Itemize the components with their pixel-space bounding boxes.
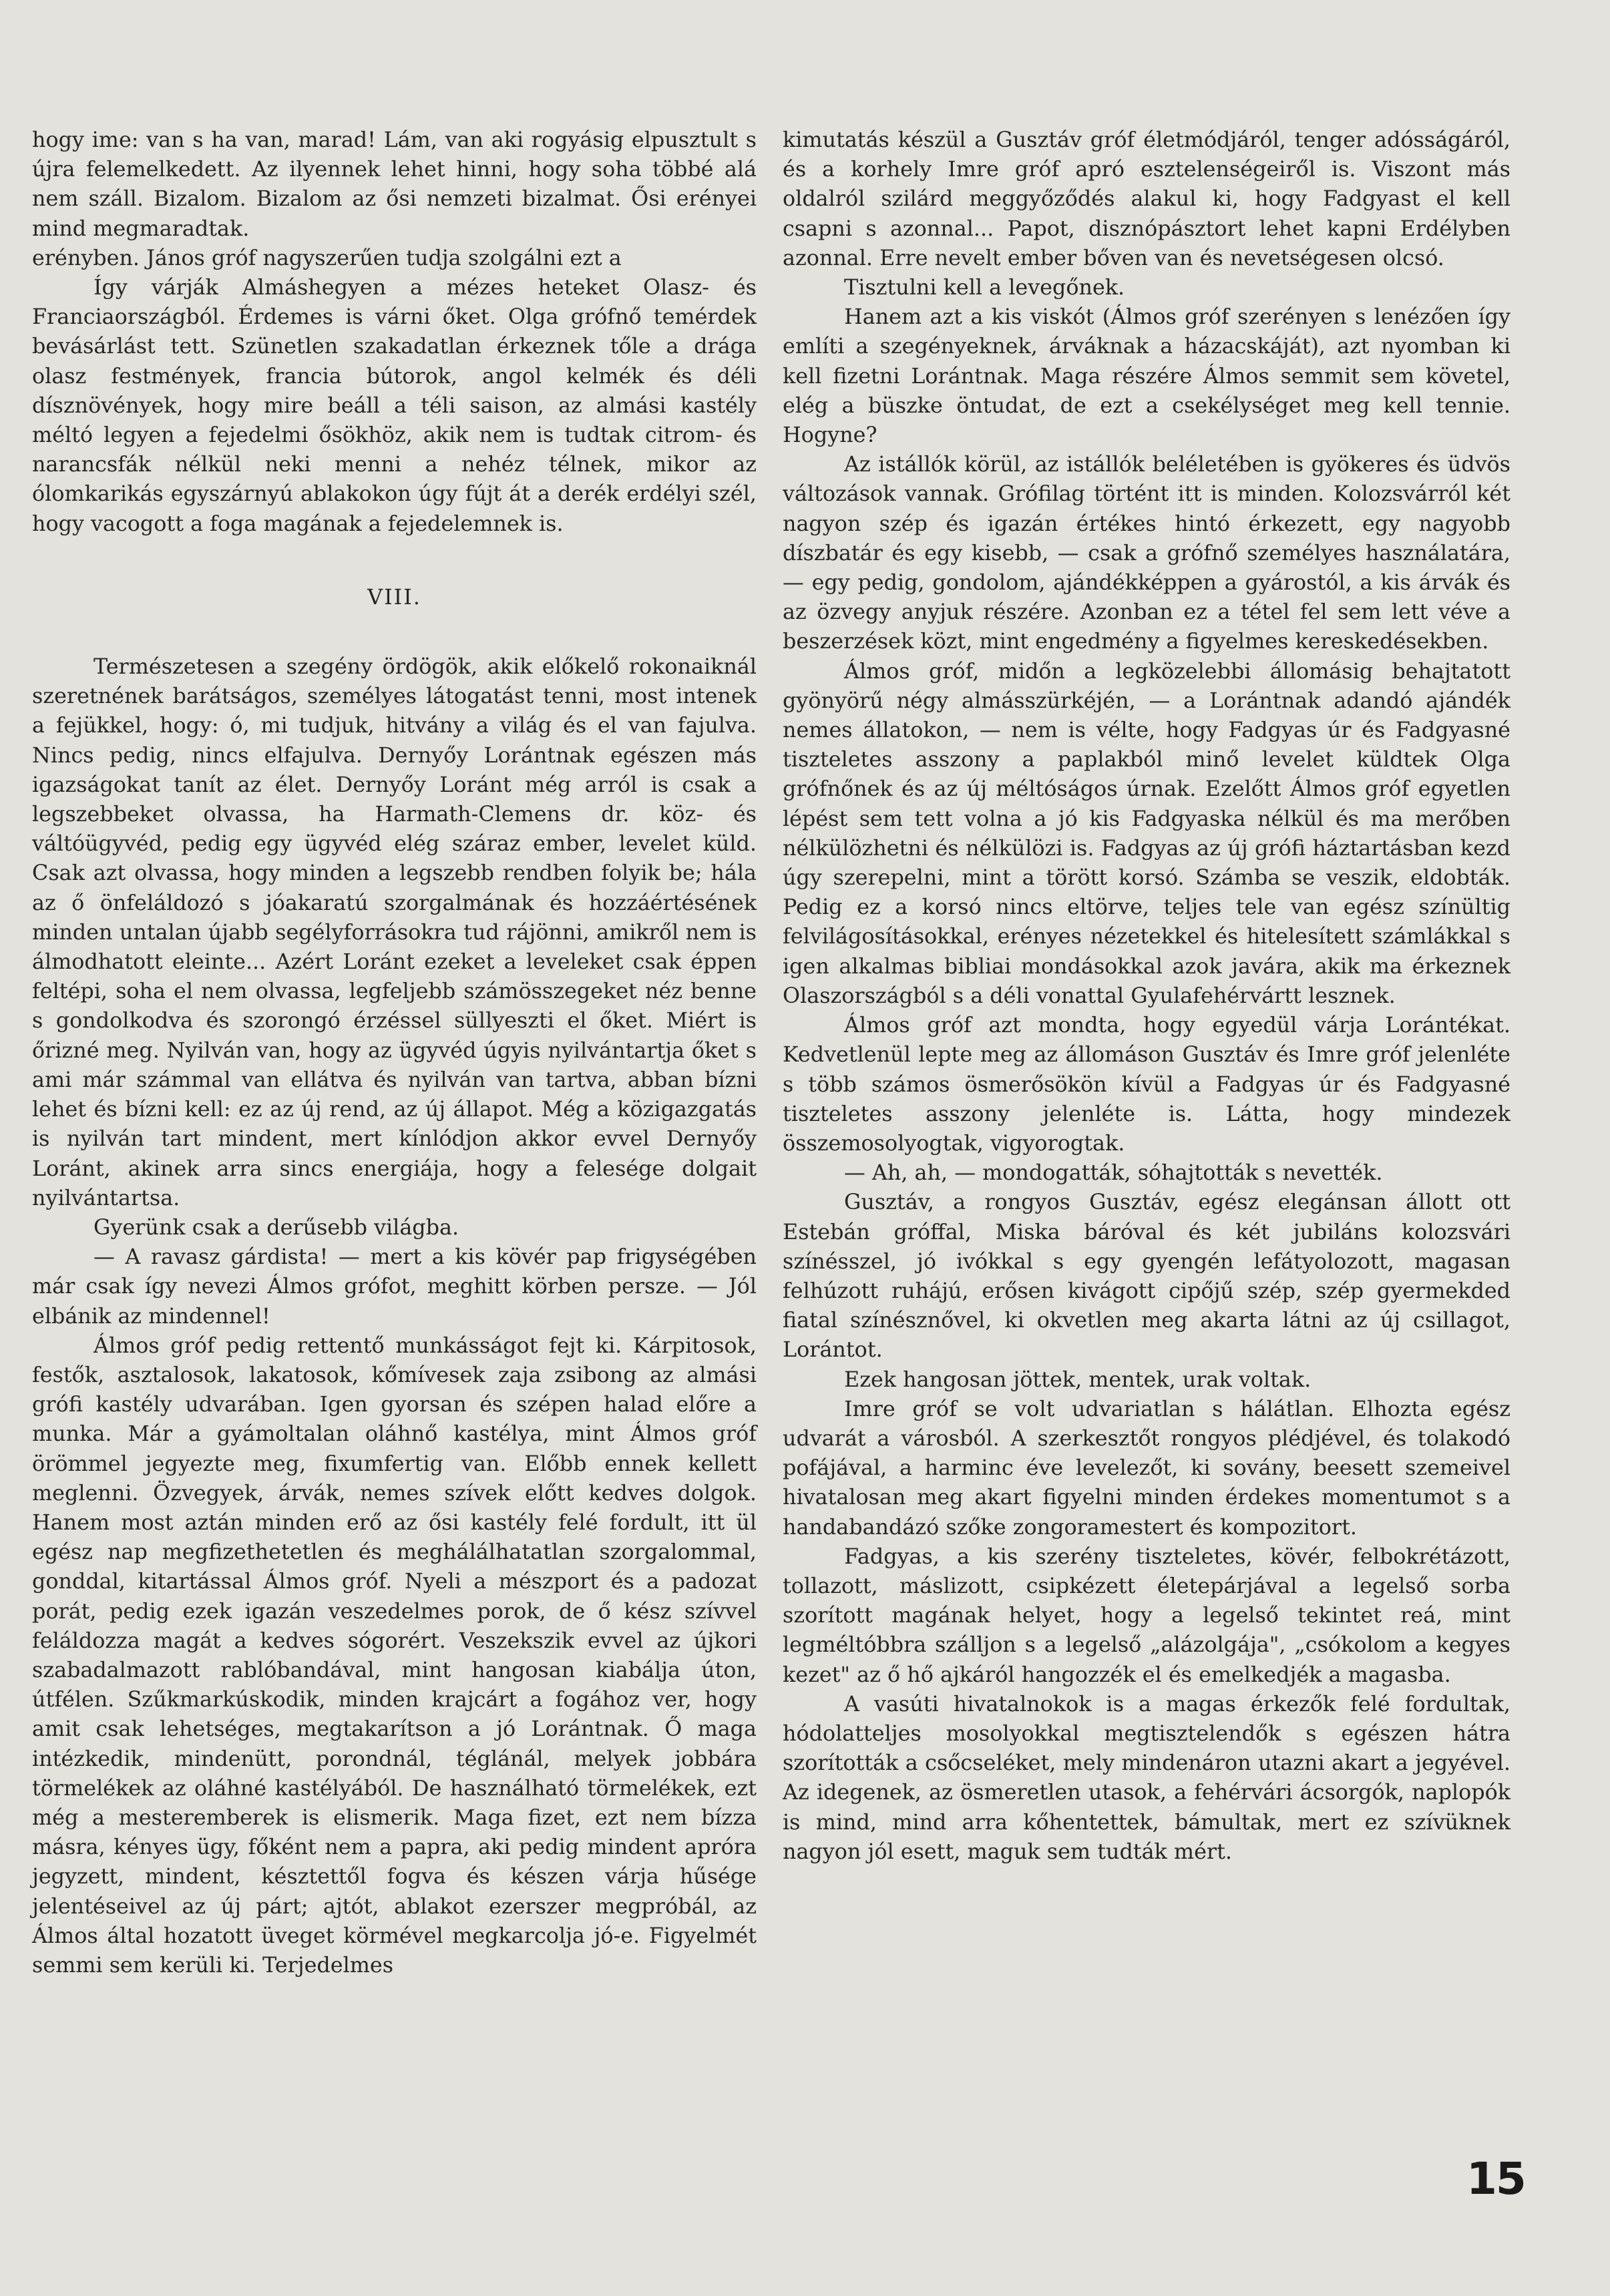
paragraph: Gusztáv, a rongyos Gusztáv, egész elegánsan állott ott Estebán gróffal, Miska báróval és két jubiláns kolozsvári színésszel, jó ivókkal s egy gyengén lefátyolozott, magasan felhúzott ruhájú, erősen kivágott cipőjű szép, szép gyermekded fiatal színésznővel, ki okvetlen meg akarta látni az új csillagot, Lorántot. bbox=[783, 1190, 1511, 1363]
paragraph: hogy ime: van s ha van, marad! Lám, van aki rogyásig elpusztult s újra felemelkedett. Az ilyennek lehet hinni, hogy soha többé alá nem száll. Bizalom. Bizalom az ősi nemzeti bizalmat. Ősi erényei mind megmaradtak. bbox=[32, 128, 757, 241]
paragraph: Álmos gróf azt mondta, hogy egyedül várja Lorántékat. Kedvetlenül lepte meg az állomáson Gusztáv és Imre gróf jelenléte s több számos ösmerősökön kívül a Fadgyas úr és Fadgyasné tiszteletes asszony jelenléte is. Látta, hogy mindezek összemosolyogtak, vigyorogtak. bbox=[783, 1013, 1511, 1156]
paragraph: Fadgyas, a kis szerény tiszteletes, kövér, felbokrétázott, tollazott, máslizott, csipkézett életepárjával a legelső sorba szorított magának helyet, hogy a legelső tekintet reá, mint legméltóbbra szálljon s a legelső „alázolgája", „csókolom a kegyes kezet" az ő hő ajkáról hangozzék el és emelkedjék a magasba. bbox=[783, 1544, 1511, 1687]
paragraph: — A ravasz gárdista! — mert a kis kövér pap frigységében már csak így nevezi Álmos grófot, meghitt körben persze. — Jól elbánik az mindennel! bbox=[32, 1244, 757, 1329]
paragraph: Imre gróf se volt udvariatlan s hálátlan. Elhozta egész udvarát a városból. A szerkesztőt rongyos plédjével, és tolakodó pofájával, a harminc éve levelezőt, ki sovány, beesett szemeivel hivatalosan meg akart figyelni minden érdekes momentumot s a handabandázó szőke zongoramestert és kompozitort. bbox=[783, 1396, 1511, 1540]
paragraph: kimutatás készül a Gusztáv gróf életmódjáról, tenger adósságáról, és a korhely Imre gróf apró esztelenségeiről is. Viszont más oldalról szilárd meggyőződés alakul ki, hogy Fadgyast el kell csapni s azonnal... Papot, disznópásztort lehet kapni Erdélyben azonnal. Erre nevelt ember bőven van és nevetségesen olcsó. bbox=[783, 128, 1511, 270]
right-text-column bbox=[783, 126, 1511, 1867]
paragraph: A vasúti hivatalnokok is a magas érkezők felé fordultak, hódolatteljes mosolyokkal megtisztelendők s egészen hátra szorították a csőcseléket, mely mindenáron utazni akart a jegyével. Az idegenek, az ösmeretlen utasok, a fehérvári ácsorgók, naplopók is mind, mind arra kőhentettek, bámultak, mert ez szívüknek nagyon jól esett, maguk sem tudták mért. bbox=[783, 1691, 1511, 1864]
paragraph: Tisztulni kell a levegőnek. bbox=[844, 275, 1125, 300]
left-text-column bbox=[32, 126, 757, 1980]
paragraph: Természetesen a szegény ördögök, akik előkelő rokonaiknál szeretnének barátságos, személyes látogatást tenni, most intenek a fejükkel, hogy: ó, mi tudjuk, hitvány a világ és el van fajulva. Nincs pedig, nincs elfajulva. Dernyőy Lorántnak egészen más igazságokat tanít az élet. Dernyőy Loránt még arról is csak a legszebbeket olvassa, ha Harmath-Clemens dr. köz- és váltóügyvéd, pedig egy ügyvéd elég száraz ember, levelet küld. Csak azt olvassa, hogy minden a legszebb rendben folyik be; hála az ő önfeláldozó s jóakaratú szorgalmának és hozzáértésének minden untalan újabb segélyforrásokra tud rájönni, amikről nem is álmodhatott eleinte... Azért Loránt ezeket a leveleket csak éppen feltépi, soha el nem olvassa, legfeljebb számösszegeket néz benne s gondolkodva és szorongó érzéssel süllyeszti el őket. Miért is őrizné meg. Nyilván van, hogy az ügyvéd úgyis nyilvántartja őket s ami már számmal van ellátva és nyilván van tartva, abban bízni lehet és bízni kell: ez az új rend, az új állapot. Még a közigazgatás is nyilván tart mindent, mert kínlódjon akkor evvel Dernyőy Loránt, akinek arra sincs energiája, hogy a felesége dolgait nyilvántartsa. bbox=[32, 654, 757, 1210]
paragraph: — Ah, ah, — mondogatták, sóhajtották s nevették. bbox=[844, 1160, 1383, 1186]
section-heading: VIII. bbox=[367, 584, 421, 610]
paragraph: Ezek hangosan jöttek, mentek, urak voltak. bbox=[844, 1367, 1312, 1392]
page-number: 15 bbox=[1466, 2153, 1525, 2205]
paragraph: erényben. János gróf nagyszerűen tudja szolgálni ezt a bbox=[32, 245, 622, 270]
paragraph: Álmos gróf pedig rettentő munkásságot fejt ki. Kárpitosok, festők, asztalosok, lakatosok, kőmívesek zaja zsibong az almási grófi kastély udvarában. Igen gyorsan és szépen halad előre a munka. Már a gyámoltalan oláhnő kastélya, mint Álmos gróf örömmel jegyezte meg, fixumfertig van. Előbb ennek kellett meglenni. Özvegyek, árvák, nemes szívek előtt kedves dolgok. Hanem most aztán minden erő az ősi kastély felé fordult, itt ül egész nap megfizethetetlen és meghálálhatatlan szorgalommal, gonddal, kitartással Álmos gróf. Nyeli a mészport és a padozat porát, pedig ezek igazán veszedelmes porok, de ő kész szívvel feláldozza magát a kedves sógorért. Veszekszik evvel az újkori szabadalmazott rablóbandával, mint hangosan kiabálja úton, útfélen. Szűkmarkúskodik, minden krajcárt a fogához ver, hogy amit csak lehetséges, megtakarítson a jó Lorántnak. Ő maga intézkedik, mindenütt, porondnál, téglánál, melyek jobbára törmelékek az oláhné kastélyából. De használható törmelékek, ezt még a mesteremberek is elismerik. Maga fizet, ezt nem bízza másra, kényes ügy, főként nem a papra, aki pedig mindent apróra jegyzett, mindent, késztettől fogva és készen várja hűsége jelentéseivel az új párt; ajtót, ablakot ezerszer megpróbál, az Álmos által hozatott üveget körmével megkarcolja jó-e. Figyelmét semmi sem kerüli ki. Terjedelmes bbox=[32, 1333, 757, 1978]
paragraph: Gyerünk csak a derűsebb világba. bbox=[93, 1214, 459, 1240]
paragraph: Hanem azt a kis viskót (Álmos gróf szerényen s lenézően így említi a szegényeknek, árváknak a házacskáját), azt nyomban ki kell fizetni Lorántnak. Maga részére Álmos semmit sem követel, elég a büszke öntudat, de ezt a csekélységet meg kell tennie. Hogyne? bbox=[783, 304, 1511, 448]
paragraph: Álmos gróf, midőn a legközelebbi állomásig behajtatott gyönyörű négy almásszürkéjén, — a Lorántnak adandó ajándék nemes állatokon, — nem is vélte, hogy Fadgyas úr és Fadgyasné tiszteletes asszony a paplakból minő levelet küldtek Olga grófnőnek és az új méltóságos úrnak. Ezelőtt Álmos gróf egyetlen lépést sem tett volna a jó kis Fadgyaska nélkül és ma merőben nélkülözhetni és nélkülözi is. Fadgyas az új grófi háztartásban kezd úgy szerepelni, mint a törött korsó. Számba se veszik, eldobták. Pedig ez a korsó nincs eltörve, teljes tele van egész színültig felvilágosításokkal, erényes nézetekkel és hitelesített számlákkal s igen alkalmas bibliai mondásokkal azok javára, akik ma érkeznek Olaszországból s a déli vonattal Gyulafehérvártt lesznek. bbox=[783, 658, 1511, 1008]
paragraph: Így várják Almáshegyen a mézes heteket Olasz- és Franciaországból. Érdemes is várni őket. Olga grófnő temérdek bevásárlást tett. Szünetlen szakadatlan érkeznek tőle a drága olasz festmények, francia bútorok, angol kelmék és déli dísznövények, hogy mire beáll a téli saison, az almási kastély méltó legyen a fejedelmi ősökhöz, akik nem is tudtak citrom- és narancsfák nélkül neki menni a nehéz télnek, mikor az ólomkarikás egyszárnyú ablakokon úgy fújt át a derék erdélyi szél, hogy vacogott a foga magának a fejedelemnek is. bbox=[32, 275, 757, 536]
paragraph: Az istállók körül, az istállók beléletében is gyökeres és üdvös változások vannak. Grófilag történt itt is minden. Kolozsvárról két nagyon szép és igazán értékes hintó érkezett, egy nagyobb díszbatár és egy kisebb, — csak a grófnő személyes használatára, — egy pedig, gondolom, ajándékképpen a gyárostól, a kis árvák és az özvegy anyjuk részére. Azonban ez a tétel fel sem lett véve a beszerzések közt, mint engedmény a figyelmes kereskedésekben. bbox=[783, 452, 1511, 654]
